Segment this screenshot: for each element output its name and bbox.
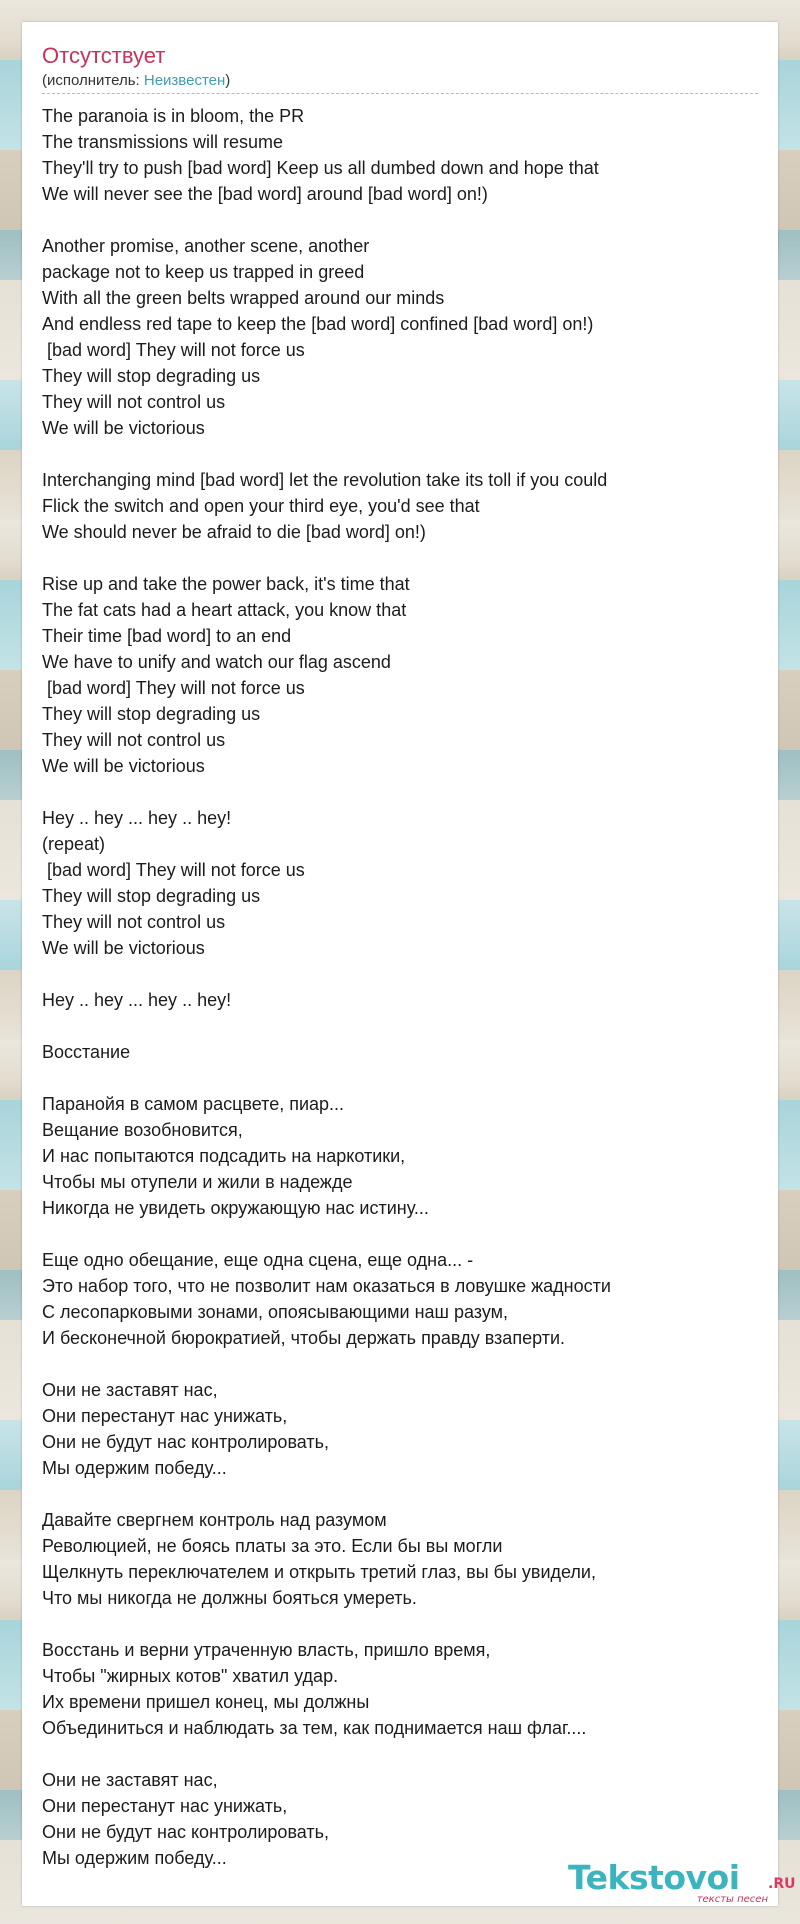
lyric-line: Чтобы мы отупели и жили в надежде — [42, 1172, 353, 1192]
lyric-line: Восстание — [42, 1042, 131, 1062]
lyric-line: package not to keep us trapped in greed — [42, 262, 365, 282]
lyric-line: [bad word] They will not force us — [42, 678, 305, 698]
lyric-line: The paranoia is in bloom, the PR — [42, 106, 305, 126]
lyric-blank-line — [42, 1741, 762, 1767]
lyric-line: Объединиться и наблюдать за тем, как поднимается наш флаг.... — [42, 1718, 587, 1738]
lyric-line: Они не будут нас контролировать, — [42, 1822, 330, 1842]
lyric-line: And endless red tape to keep the [bad word] confined [bad word] on!) — [42, 314, 594, 334]
title-divider — [42, 93, 758, 94]
artist-line — [42, 72, 230, 90]
lyric-line: Их времени пришел конец, мы должны — [42, 1692, 370, 1712]
lyric-line: They will not control us — [42, 730, 226, 750]
lyric-line: They will not control us — [42, 912, 226, 932]
lyric-line: Они не заставят нас, — [42, 1380, 218, 1400]
lyric-blank-line — [42, 1481, 762, 1507]
lyric-line: Что мы никогда не должны бояться умереть. — [42, 1588, 417, 1608]
lyric-blank-line — [42, 779, 762, 805]
lyric-line: We will be victorious — [42, 938, 205, 958]
lyric-line: И нас попытаются подсадить на наркотики, — [42, 1146, 406, 1166]
lyric-line: Щелкнуть переключателем и открыть третий глаз, вы бы увидели, — [42, 1562, 596, 1582]
lyric-blank-line — [42, 1013, 762, 1039]
lyric-line: Another promise, another scene, another — [42, 236, 370, 256]
lyric-line: Паранойя в самом расцвете, пиар... — [42, 1094, 345, 1114]
lyric-blank-line — [42, 207, 762, 233]
lyric-line: Hey .. hey ... hey .. hey! — [42, 808, 232, 828]
lyric-line: [bad word] They will not force us — [42, 860, 305, 880]
lyric-line: (repeat) — [42, 834, 106, 854]
lyric-line: We will be victorious — [42, 756, 205, 776]
lyric-line: We will never see the [bad word] around [bad word] on!) — [42, 184, 488, 204]
lyric-line: Никогда не увидеть окружающую нас истину... — [42, 1198, 429, 1218]
artist-link[interactable]: Неизвестен — [143, 72, 226, 89]
lyric-line: С лесопарковыми зонами, опоясывающими наш разум, — [42, 1302, 509, 1322]
lyrics-text — [42, 103, 762, 1871]
logo-name: Tekstovoi — [568, 1858, 740, 1897]
lyric-line: They'll try to push [bad word] Keep us all dumbed down and hope that — [42, 158, 599, 178]
artist-suffix: ) — [225, 72, 231, 89]
lyric-line: They will stop degrading us — [42, 886, 261, 906]
lyric-blank-line — [42, 1065, 762, 1091]
lyric-line: They will stop degrading us — [42, 704, 261, 724]
lyric-blank-line — [42, 961, 762, 987]
lyric-line: We will be victorious — [42, 418, 205, 438]
lyric-line: They will not control us — [42, 392, 226, 412]
lyric-line: Революцией, не боясь платы за это. Если бы вы могли — [42, 1536, 503, 1556]
song-title: Отсутствует — [42, 43, 166, 68]
lyric-blank-line — [42, 441, 762, 467]
lyric-line: We should never be afraid to die [bad word] on!) — [42, 522, 426, 542]
lyric-line: Вещание возобновится, — [42, 1120, 243, 1140]
site-logo[interactable] — [568, 1858, 796, 1905]
lyric-line: Они не заставят нас, — [42, 1770, 218, 1790]
lyric-line: We have to unify and watch our flag ascend — [42, 652, 391, 672]
lyric-line: Мы одержим победу... — [42, 1848, 227, 1868]
lyric-line: The transmissions will resume — [42, 132, 284, 152]
lyric-line: И бесконечной бюрократией, чтобы держать правду взаперти. — [42, 1328, 565, 1348]
lyric-line: Они перестанут нас унижать, — [42, 1796, 288, 1816]
lyric-line: [bad word] They will not force us — [42, 340, 305, 360]
lyric-line: Давайте свергнем контроль над разумом — [42, 1510, 387, 1530]
lyric-line: With all the green belts wrapped around our minds — [42, 288, 445, 308]
lyric-line: Они перестанут нас унижать, — [42, 1406, 288, 1426]
lyric-line: Their time [bad word] to an end — [42, 626, 292, 646]
logo-tagline: тексты песен — [696, 1894, 768, 1905]
lyric-line: Они не будут нас контролировать, — [42, 1432, 330, 1452]
lyric-line: Hey .. hey ... hey .. hey! — [42, 990, 232, 1010]
lyric-blank-line — [42, 1611, 762, 1637]
lyric-line: Rise up and take the power back, it's time that — [42, 574, 410, 594]
lyric-blank-line — [42, 545, 762, 571]
lyric-line: Interchanging mind [bad word] let the revolution take its toll if you could — [42, 470, 608, 490]
lyric-line: Восстань и верни утраченную власть, пришло время, — [42, 1640, 491, 1660]
lyric-line: They will stop degrading us — [42, 366, 261, 386]
lyric-blank-line — [42, 1351, 762, 1377]
artist-prefix: (исполнитель: — [42, 72, 144, 89]
lyric-line: Это набор того, что не позволит нам оказаться в ловушке жадности — [42, 1276, 611, 1296]
lyric-blank-line — [42, 1221, 762, 1247]
logo-tld: .RU — [768, 1876, 796, 1892]
lyric-line: The fat cats had a heart attack, you know that — [42, 600, 407, 620]
lyric-line: Чтобы "жирных котов" хватил удар. — [42, 1666, 339, 1686]
lyric-line: Flick the switch and open your third eye, you'd see that — [42, 496, 480, 516]
lyric-line: Еще одно обещание, еще одна сцена, еще одна... - — [42, 1250, 474, 1270]
lyric-line: Мы одержим победу... — [42, 1458, 227, 1478]
lyrics-page — [22, 22, 796, 1906]
